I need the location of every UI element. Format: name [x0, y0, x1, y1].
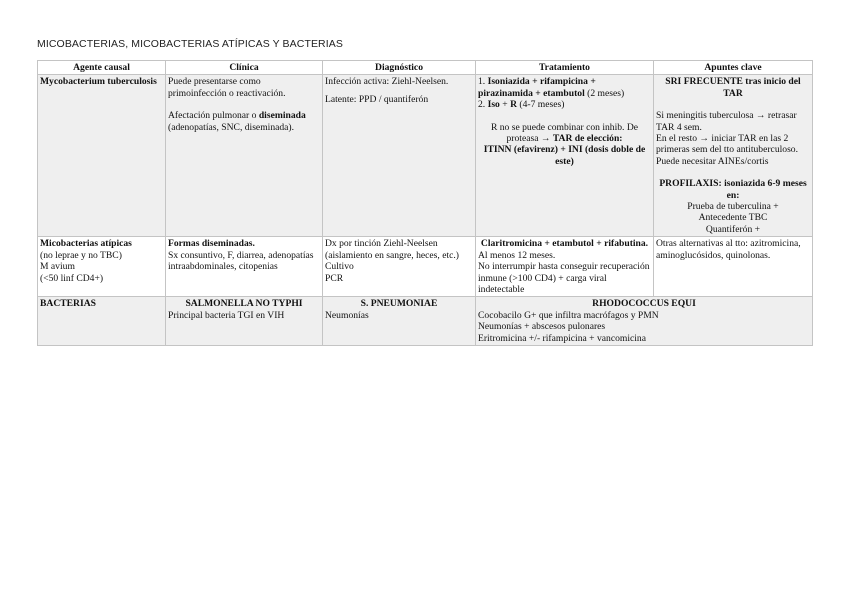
pneumoniae-text: Neumonías	[325, 309, 369, 321]
cell-salmonella	[166, 297, 323, 346]
rhodococcus-text: Neumonías + abscesos pulonares	[478, 321, 606, 333]
text-run: 2.	[478, 99, 488, 111]
cell-treatment-atypical	[476, 237, 654, 297]
treatment-text	[478, 76, 651, 99]
treatment-text: Claritromicina + etambutol + rifabutina.	[480, 238, 649, 250]
cell-rhodococcus	[476, 297, 813, 346]
clinic-text: Puede presentarse como primoinfección o reactivación.	[168, 76, 286, 99]
cell-diagnosis-atypical	[323, 237, 476, 297]
text-run: (2 meses)	[584, 87, 625, 99]
diagnosis-text: Latente: PPD / quantiferón	[325, 93, 429, 105]
cell-notes-tb	[654, 75, 813, 237]
diagnosis-text: Infección activa: Ziehl-Neelsen.	[325, 76, 449, 88]
treatment-text: Al menos 12 meses.	[478, 249, 556, 261]
text-run: (adenopatías, SNC, diseminada).	[168, 121, 295, 133]
header-agent: Agente causal	[38, 61, 166, 75]
text-run: +	[499, 99, 511, 111]
notes-text: Si meningitis tuberculosa → retrasar TAR 4 sem.	[656, 110, 797, 133]
bold-run: diseminada	[258, 110, 306, 122]
clinic-text	[168, 110, 320, 133]
notes-text: Otras alternativas al tto: azitromicina, aminoglucósidos, quinolonas.	[656, 238, 801, 261]
diagnosis-text: Dx por tinción Ziehl-Neelsen (aislamiento en sangre, heces, etc.)	[325, 238, 459, 261]
rhodococcus-text: Cocobacilo G+ que infiltra macrófagos y PMN	[478, 309, 659, 321]
agent-name: Mycobacterium tuberculosis	[40, 76, 157, 88]
table-row-tuberculosis	[38, 75, 813, 237]
header-row	[38, 61, 813, 75]
diagnosis-text: PCR	[325, 272, 344, 284]
cell-pneumoniae	[323, 297, 476, 346]
rhodococcus-title: RHODOCOCCUS EQUI	[592, 298, 696, 310]
notes-text: En el resto → iniciar TAR en las 2 primeras sem del tto antituberculoso.	[656, 133, 799, 156]
agent-name: BACTERIAS	[40, 298, 96, 310]
cell-clinic-atypical	[166, 237, 323, 297]
notes-heading: PROFILAXIS: isoniazida 6-9 meses en:	[659, 178, 807, 201]
cell-clinic-tb	[166, 75, 323, 237]
bold-run: TAR de elección:	[552, 133, 623, 145]
text-run: R no se puede combinar con inhib. De proteasa →	[490, 121, 639, 145]
cell-diagnosis-tb	[323, 75, 476, 237]
clinic-text: Formas diseminadas.	[168, 238, 255, 250]
agent-text: (no leprae y no TBC)	[40, 249, 122, 261]
notes-heading: SRI FRECUENTE tras inicio del TAR	[665, 76, 801, 99]
agent-text: M avium	[40, 261, 75, 273]
notes-text: Puede necesitar AINEs/cortis	[656, 155, 769, 167]
header-notes: Apuntes clave	[654, 61, 813, 75]
agent-text: (<50 linf CD4+)	[40, 272, 104, 284]
summary-table	[37, 60, 813, 346]
table-row-atypical	[38, 237, 813, 297]
table-row-bacteria	[38, 297, 813, 346]
text-run: Afectación pulmonar o	[168, 110, 259, 122]
bold-run: Isoniazida + rifampicina + pirazinamida + etambutol	[478, 76, 596, 99]
document-title: MICOBACTERIAS, MICOBACTERIAS ATÍPICAS Y BACTERIAS	[37, 38, 343, 50]
agent-name: Micobacterias atípicas	[40, 238, 132, 250]
notes-text: Quantiferón +	[705, 223, 761, 235]
header-treatment: Tratamiento	[476, 61, 654, 75]
text-run: 1.	[478, 76, 488, 88]
header-clinic: Clínica	[166, 61, 323, 75]
treatment-text	[478, 99, 651, 110]
pneumoniae-title: S. PNEUMONIAE	[360, 298, 438, 310]
cell-agent-bacteria	[38, 297, 166, 346]
cell-notes-atypical	[654, 237, 813, 297]
cell-agent-tb	[38, 75, 166, 237]
diagnosis-text: Cultivo	[325, 261, 354, 273]
treatment-text	[478, 122, 651, 145]
bold-run: R	[510, 99, 518, 111]
clinic-text: Sx consuntivo, F, diarrea, adenopatías intraabdominales, citopenias	[168, 249, 314, 273]
salmonella-text: Principal bacteria TGI en VIH	[168, 309, 285, 321]
treatment-text: ITINN (efavirenz) + INI (dosis doble de este)	[483, 144, 646, 167]
cell-agent-atypical	[38, 237, 166, 297]
header-diagnosis: Diagnóstico	[323, 61, 476, 75]
bold-run: Iso	[487, 99, 500, 111]
notes-text: Antecedente TBC	[698, 212, 768, 224]
text-run: (4-7 meses)	[517, 99, 565, 111]
cell-treatment-tb	[476, 75, 654, 237]
notes-text: Prueba de tuberculina +	[687, 201, 779, 213]
treatment-text: No interrumpir hasta conseguir recuperación inmune (>100 CD4) + carga viral indetectable	[478, 261, 650, 295]
salmonella-title: SALMONELLA NO TYPHI	[185, 298, 303, 310]
rhodococcus-text: Eritromicina +/- rifampicina + vancomicina	[478, 332, 646, 344]
